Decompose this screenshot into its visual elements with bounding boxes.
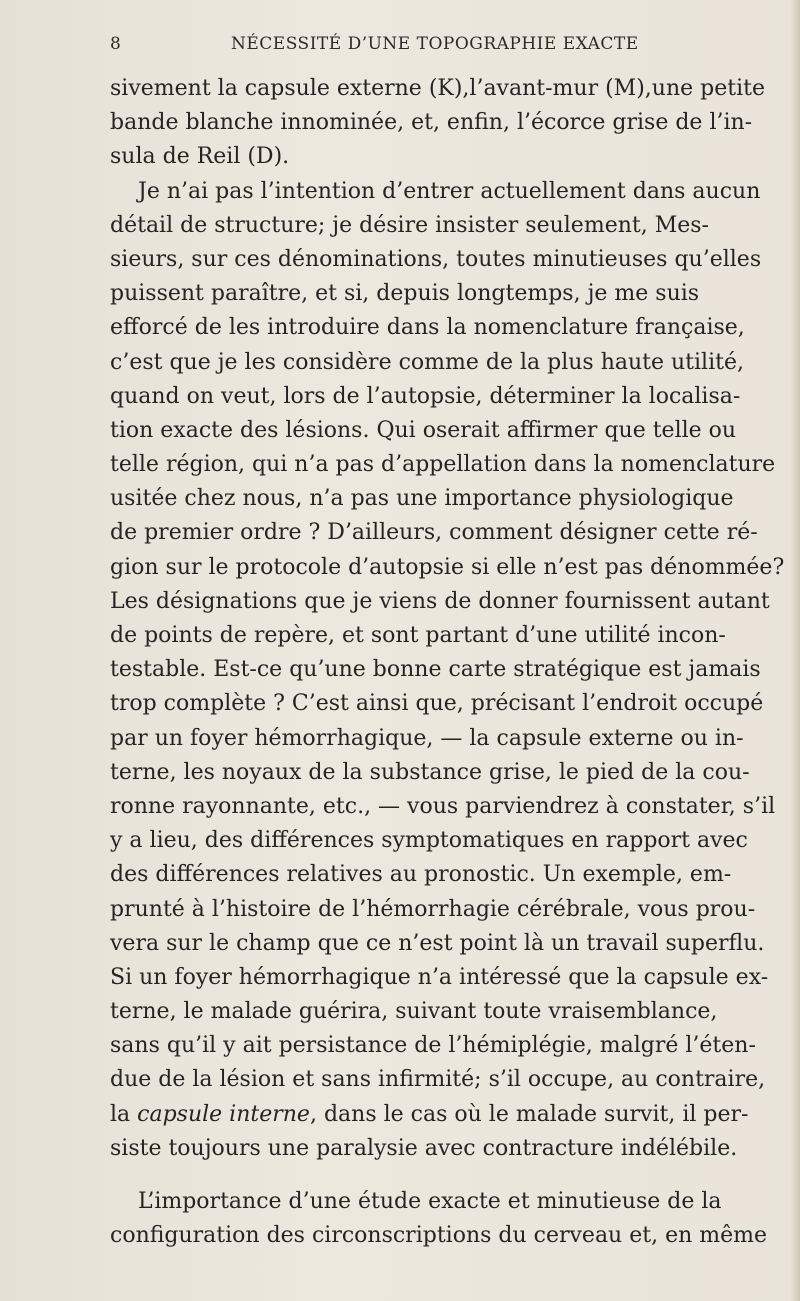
text-line: configuration des circonscriptions du cerveau et, en même [110,1223,768,1249]
text-line: Si un foyer hémorrhagique n’a intéressé que la capsule ex- [110,964,769,990]
text-line: sula de Reil (D). [110,144,290,170]
text-line: Je n’ai pas l’intention d’entrer actuellement dans aucun [138,178,761,204]
text-line: gion sur le protocole d’autopsie si elle n’est pas dénommée? [110,554,785,580]
text-line: due de la lésion et sans infirmité; s’il occupe, au contraire, [110,1067,766,1093]
text-fragment: la [110,1101,138,1127]
page-edge-shadow [790,0,800,1301]
page-number: 8 [110,34,122,54]
text-line: des différences relatives au pronostic. Un exemple, em- [110,862,732,888]
body-text [110,72,785,1253]
page-header [110,34,750,64]
text-line: détail de structure; je désire insister seulement, Mes- [110,212,709,238]
text-line: ronne rayonnante, etc., — vous parviendrez à constater, s’il [110,793,776,819]
text-line: testable. Est-ce qu’une bonne carte stratégique est jamais [110,657,761,683]
text-line: Les désignations que je viens de donner fournissent autant [110,588,770,614]
text-fragment: , dans le cas où le malade survit, il per- [309,1101,749,1127]
text-line: par un foyer hémorrhagique, — la capsule externe ou in- [110,725,744,751]
text-line: y a lieu, des différences symptomatiques en rapport avec [110,828,748,854]
text-line: L’importance d’une étude exacte et minutieuse de la [138,1189,722,1214]
text-line: tion exacte des lésions. Qui oserait affirmer que telle ou [110,417,737,443]
text-line: bande blanche innominée, et, enfin, l’écorce grise de l’in- [110,110,753,136]
italic-term: capsule interne [137,1101,310,1127]
text-line: c’est que je les considère comme de la plus haute utilité, [110,349,744,375]
text-line: de premier ordre ? D’ailleurs, comment désigner cette ré- [110,520,758,546]
text-line: efforcé de les introduire dans la nomenclature française, [110,315,745,341]
text-line: quand on veut, lors de l’autopsie, déterminer la localisa- [110,383,741,409]
text-line: sieurs, sur ces dénominations, toutes minutieuses qu’elles [110,246,762,272]
text-line: terne, le malade guérira, suivant toute vraisemblance, [110,999,718,1025]
text-line: terne, les noyaux de la substance grise, le pied de la cou- [110,759,750,785]
text-line: siste toujours une paralysie avec contracture indélébile. [110,1135,738,1161]
text-line: prunté à l’histoire de l’hémorrhagie cérébrale, vous prou- [110,896,756,922]
text-line: de points de repère, et sont partant d’une utilité incon- [110,623,726,648]
text-line: trop complète ? C’est ainsi que, précisant l’endroit occupé [110,691,764,717]
text-line: vera sur le champ que ce n’est point là un travail superflu. [110,930,765,956]
text-line: puissent paraître, et si, depuis longtemps, je me suis [110,281,700,307]
text-line: sans qu’il y ait persistance de l’hémiplégie, malgré l’éten- [110,1033,756,1059]
text-line: telle région, qui n’a pas d’appellation dans la nomenclature [110,452,776,478]
text-line: usitée chez nous, n’a pas une importance physiologique [110,486,734,512]
text-line: sivement la capsule externe (K),l’avant-mur (M),une petite [110,76,765,101]
running-title: NÉCESSITÉ D’UNE TOPOGRAPHIE EXACTE [231,34,639,54]
paragraph-gap [110,1166,778,1185]
text-line-italic-phrase [110,1098,778,1132]
